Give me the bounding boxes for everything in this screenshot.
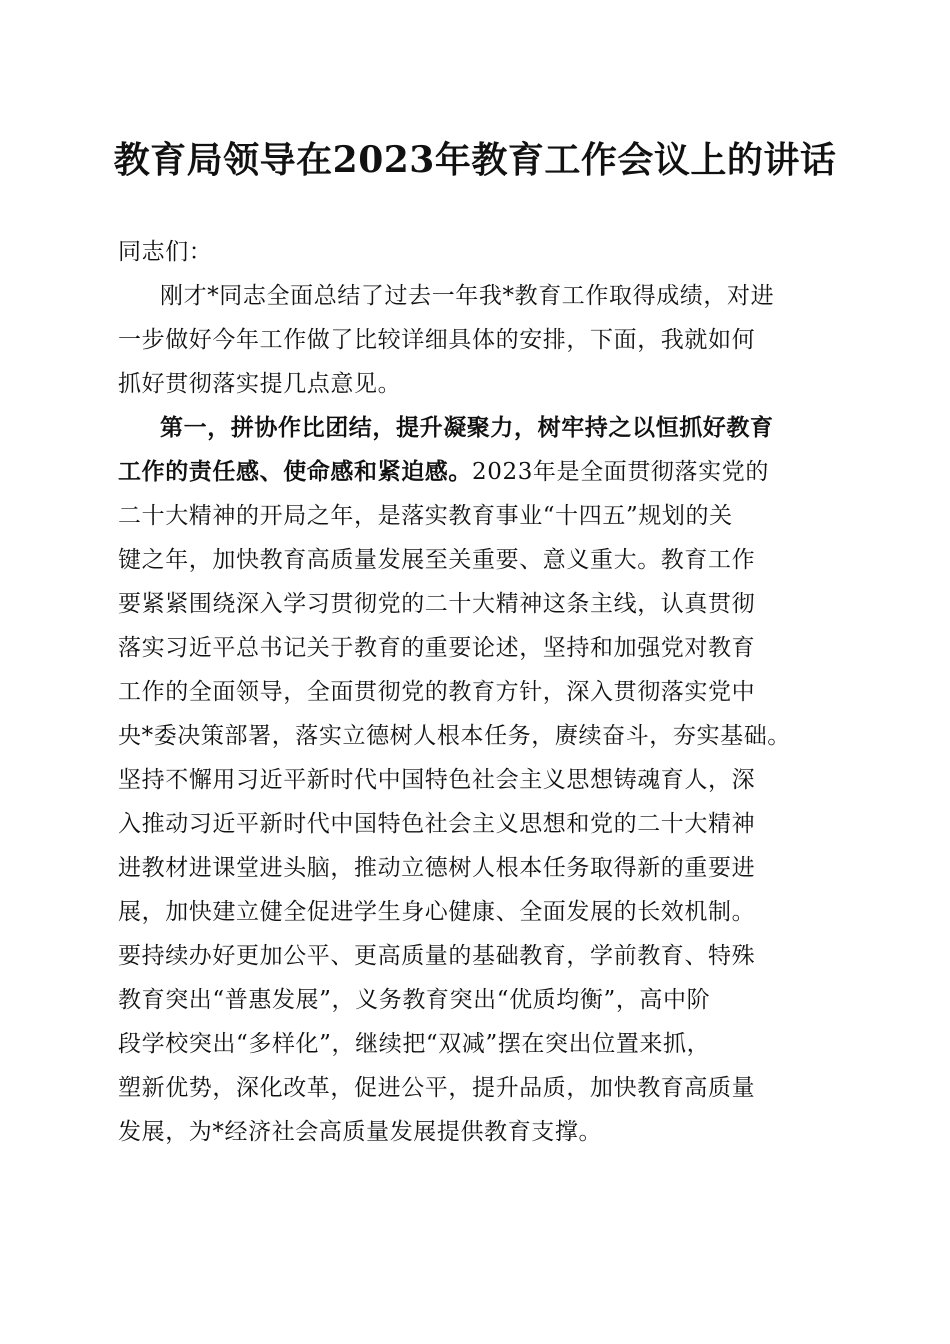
paragraph-2-line-6: 落实习近平总书记关于教育的重要论述，坚持和加强党对教育: [118, 635, 756, 661]
paragraph-2-heading-line-1: 第一，拼协作比团结，提升凝聚力，树牢持之以恒抓好教育: [160, 414, 774, 441]
paragraph-2-line-13: 要持续办好更加公平、更高质量的基础教育，学前教育、特殊: [118, 943, 756, 969]
document-body: [118, 230, 830, 1154]
paragraph-2-line-4: 键之年，加快教育高质量发展至关重要、意义重大。教育工作: [118, 547, 756, 573]
salutation: 同志们：: [118, 239, 213, 265]
paragraph-2-line-10: 入推动习近平新时代中国特色社会主义思想和党的二十大精神: [118, 811, 756, 837]
paragraph-2-line-3: 二十大精神的开局之年，是落实教育事业“十四五”规划的关: [118, 503, 733, 529]
paragraph-2-line-9: 坚持不懈用习近平新时代中国特色社会主义思想铸魂育人，深: [118, 767, 756, 793]
paragraph-2-line-16: 塑新优势，深化改革，促进公平，提升品质，加快教育高质量: [118, 1075, 756, 1101]
paragraph-2-line-7: 工作的全面领导，全面贯彻党的教育方针，深入贯彻落实党中: [118, 679, 756, 705]
paragraph-2-line-11: 进教材进课堂进头脑，推动立德树人根本任务取得新的重要进: [118, 855, 756, 881]
paragraph-2-line-8: 央*委决策部署，落实立德树人根本任务，赓续奋斗，夯实基础。: [118, 723, 791, 749]
paragraph-2-line-14: 教育突出“普惠发展”，义务教育突出“优质均衡”，高中阶: [118, 987, 711, 1013]
paragraph-1-line-2: 一步做好今年工作做了比较详细具体的安排，下面，我就如何: [118, 327, 756, 353]
paragraph-2-line-2-rest: 2023年是全面贯彻落实党的: [472, 459, 769, 485]
paragraph-2-line-15: 段学校突出“多样化”，继续把“双减”摆在突出位置来抓，: [118, 1031, 711, 1057]
paragraph-2-line-5: 要紧紧围绕深入学习贯彻党的二十大精神这条主线，认真贯彻: [118, 591, 756, 617]
paragraph-2-line-12: 展，加快建立健全促进学生身心健康、全面发展的长效机制。: [118, 899, 756, 925]
paragraph-1-line-3: 抓好贯彻落实提几点意见。: [118, 371, 402, 397]
document-title: 教育局领导在2023年教育工作会议上的讲话: [113, 139, 837, 181]
paragraph-1-line-1: 刚才*同志全面总结了过去一年我*教育工作取得成绩，对进: [160, 283, 775, 309]
paragraph-2-line-17: 发展，为*经济社会高质量发展提供教育支撑。: [118, 1119, 603, 1145]
paragraph-2-line-2: [118, 450, 830, 494]
paragraph-2-heading-line-2: 工作的责任感、使命感和紧迫感。: [118, 458, 472, 485]
